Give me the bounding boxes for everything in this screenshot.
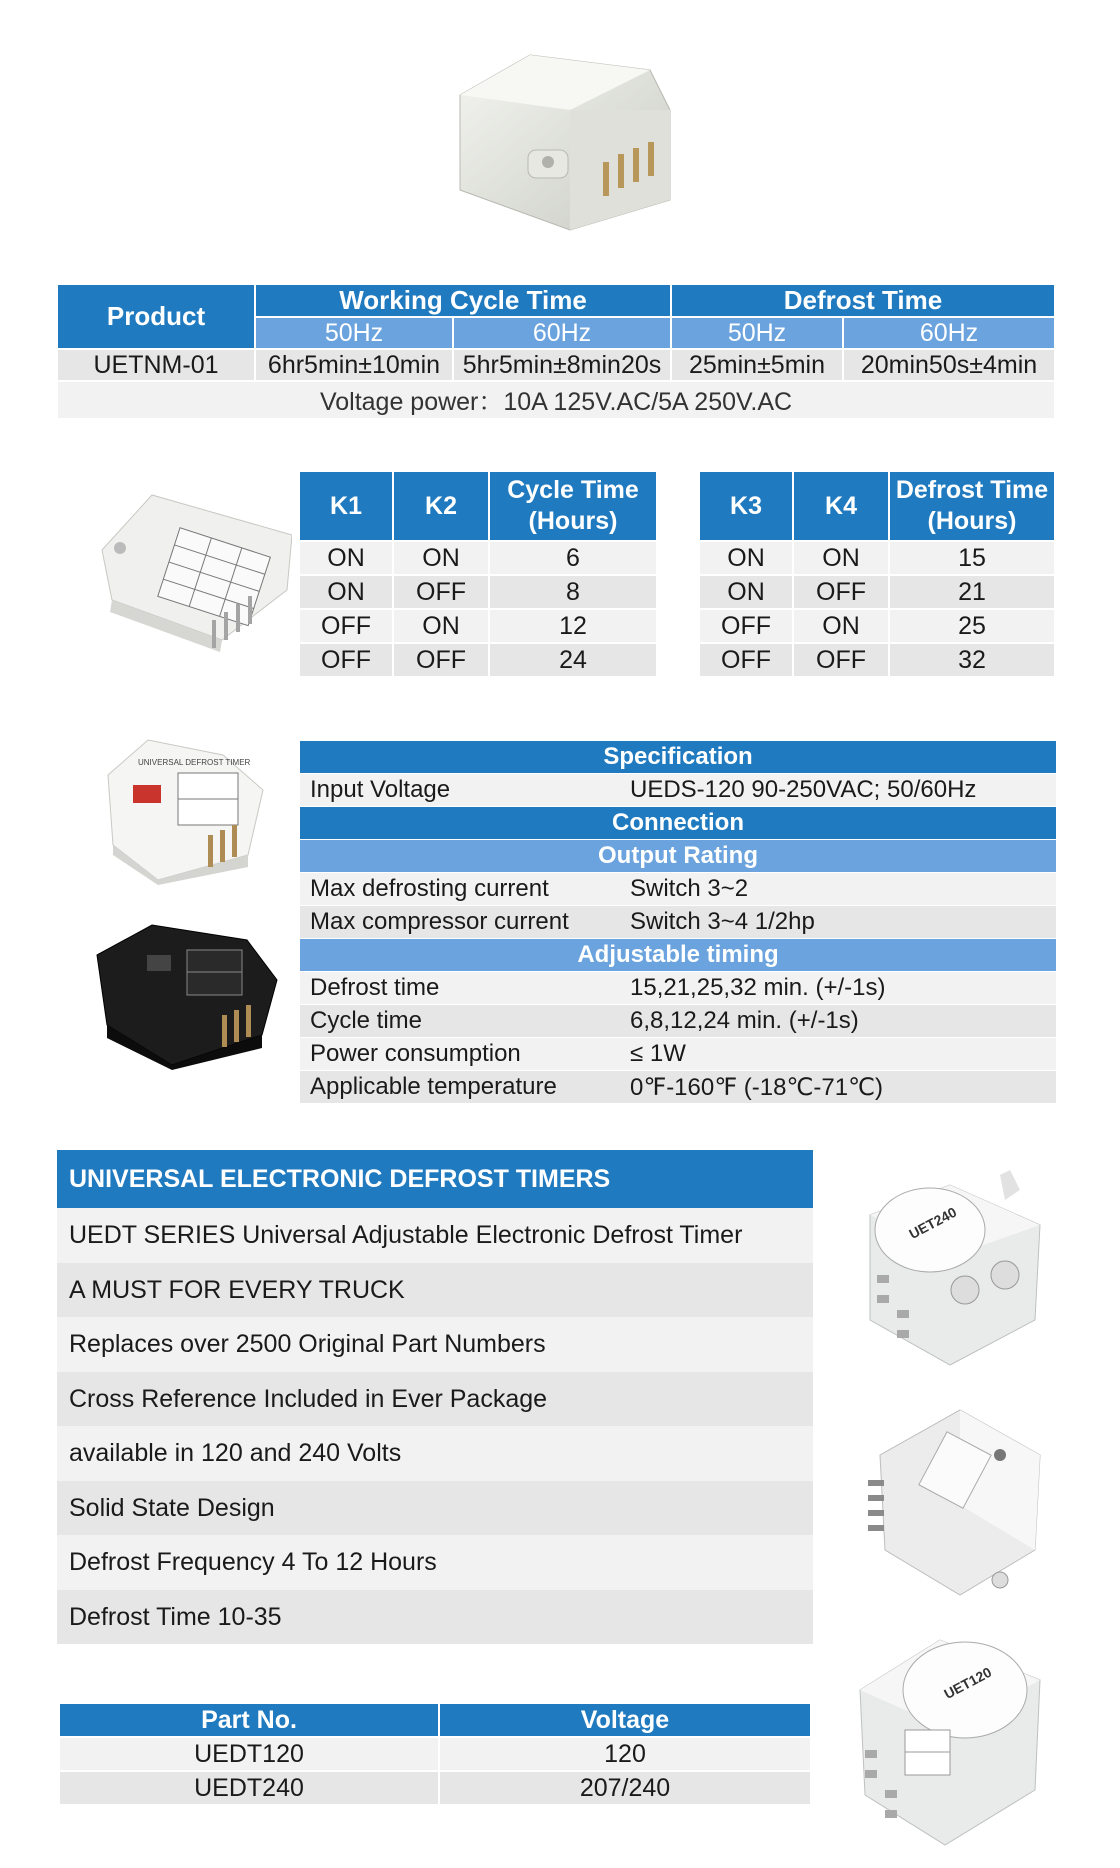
applicable-temperature-value: 0℉-160℉ (-18℃-71℃) [620, 1071, 1056, 1104]
k-cell: 32 [889, 643, 1055, 677]
output-rating-header: Output Rating [300, 840, 1056, 873]
k4-header: K4 [793, 471, 889, 541]
defrost-time-value: 15,21,25,32 min. (+/-1s) [620, 972, 1056, 1005]
part-no-cell: UEDT240 [59, 1771, 439, 1805]
voltage-header: Voltage [439, 1703, 811, 1737]
list-item: available in 120 and 240 Volts [57, 1426, 813, 1481]
k-cell: 8 [489, 575, 657, 609]
adjustable-timing-header: Adjustable timing [300, 939, 1056, 972]
max-compressor-label: Max compressor current [300, 906, 620, 939]
cycle-time-switch-table [298, 470, 658, 678]
specification-header: Specification [300, 741, 1056, 774]
defrost-time-header: Defrost Time (Hours) [889, 471, 1055, 541]
part-no-cell: UEDT120 [59, 1737, 439, 1771]
voltage-power: Voltage power：10A 125V.AC/5A 250V.AC [57, 381, 1055, 419]
uedt-side-timer-image [860, 1400, 1050, 1600]
k1-header: K1 [299, 471, 393, 541]
k-cell: ON [393, 541, 489, 575]
product-header: Product [57, 284, 255, 349]
k3-header: K3 [699, 471, 793, 541]
list-item: Defrost Time 10-35 [57, 1590, 813, 1645]
defrost-time-label: Defrost time [300, 972, 620, 1005]
k-cell: 15 [889, 541, 1055, 575]
defrost-time-header: Defrost Time [671, 284, 1055, 317]
defrost-timer-product-image [440, 50, 700, 240]
switch-timer-product-image [92, 480, 292, 660]
k-cell: ON [793, 609, 889, 643]
white-universal-timer-image [98, 735, 268, 885]
black-universal-timer-image [92, 920, 282, 1070]
value-cell: 6hr5min±10min [255, 349, 453, 381]
cycle-time-header: Cycle Time (Hours) [489, 471, 657, 541]
freq-header: 60Hz [453, 317, 671, 349]
k-cell: 24 [489, 643, 657, 677]
applicable-temperature-label: Applicable temperature [300, 1071, 620, 1104]
k-cell: ON [699, 575, 793, 609]
k-cell: OFF [393, 643, 489, 677]
part-number-table [58, 1702, 812, 1806]
list-item: A MUST FOR EVERY TRUCK [57, 1263, 813, 1318]
list-item: Replaces over 2500 Original Part Numbers [57, 1317, 813, 1372]
value-cell: 25min±5min [671, 349, 843, 381]
working-cycle-header: Working Cycle Time [255, 284, 671, 317]
max-defrost-label: Max defrosting current [300, 873, 620, 906]
freq-header: 50Hz [255, 317, 453, 349]
k-cell: OFF [793, 643, 889, 677]
k-cell: OFF [299, 643, 393, 677]
power-consumption-value: ≤ 1W [620, 1038, 1056, 1071]
k2-header: K2 [393, 471, 489, 541]
k-cell: OFF [699, 609, 793, 643]
freq-header: 60Hz [843, 317, 1055, 349]
k-cell: OFF [699, 643, 793, 677]
list-item: UEDT SERIES Universal Adjustable Electronic Defrost Timer [57, 1208, 813, 1263]
max-defrost-value: Switch 3~2 [620, 873, 1056, 906]
freq-header: 50Hz [671, 317, 843, 349]
specification-table [300, 740, 1056, 1103]
uet120-timer-image [845, 1620, 1055, 1850]
k-cell: 25 [889, 609, 1055, 643]
defrost-time-switch-table [698, 470, 1056, 678]
working-cycle-table [56, 283, 1056, 420]
list-item: Solid State Design [57, 1481, 813, 1536]
list-item: Cross Reference Included in Ever Package [57, 1372, 813, 1427]
k-cell: ON [793, 541, 889, 575]
product-name: UETNM-01 [57, 349, 255, 381]
k-cell: ON [299, 575, 393, 609]
uet240-timer-image [855, 1170, 1055, 1370]
universal-timers-list [57, 1150, 813, 1644]
value-cell: 20min50s±4min [843, 349, 1055, 381]
uet120-label: UET120 [941, 1663, 995, 1703]
uet240-label: UET240 [906, 1203, 960, 1243]
part-no-header: Part No. [59, 1703, 439, 1737]
cycle-time-value: 6,8,12,24 min. (+/-1s) [620, 1005, 1056, 1038]
ueds-label: UNIVERSAL DEFROST TIMER [138, 758, 251, 767]
k-cell: ON [299, 541, 393, 575]
k-cell: ON [699, 541, 793, 575]
list-item: Defrost Frequency 4 To 12 Hours [57, 1535, 813, 1590]
k-cell: OFF [393, 575, 489, 609]
k-cell: 21 [889, 575, 1055, 609]
k-cell: 6 [489, 541, 657, 575]
voltage-cell: 120 [439, 1737, 811, 1771]
k-cell: 12 [489, 609, 657, 643]
input-voltage-value: UEDS-120 90-250VAC; 50/60Hz [620, 774, 1056, 807]
universal-timers-title: UNIVERSAL ELECTRONIC DEFROST TIMERS [57, 1150, 813, 1208]
power-consumption-label: Power consumption [300, 1038, 620, 1071]
k-cell: ON [393, 609, 489, 643]
voltage-cell: 207/240 [439, 1771, 811, 1805]
max-compressor-value: Switch 3~4 1/2hp [620, 906, 1056, 939]
connection-header: Connection [300, 807, 1056, 840]
cycle-time-label: Cycle time [300, 1005, 620, 1038]
input-voltage-label: Input Voltage [300, 774, 620, 807]
k-cell: OFF [793, 575, 889, 609]
k-cell: OFF [299, 609, 393, 643]
value-cell: 5hr5min±8min20s [453, 349, 671, 381]
